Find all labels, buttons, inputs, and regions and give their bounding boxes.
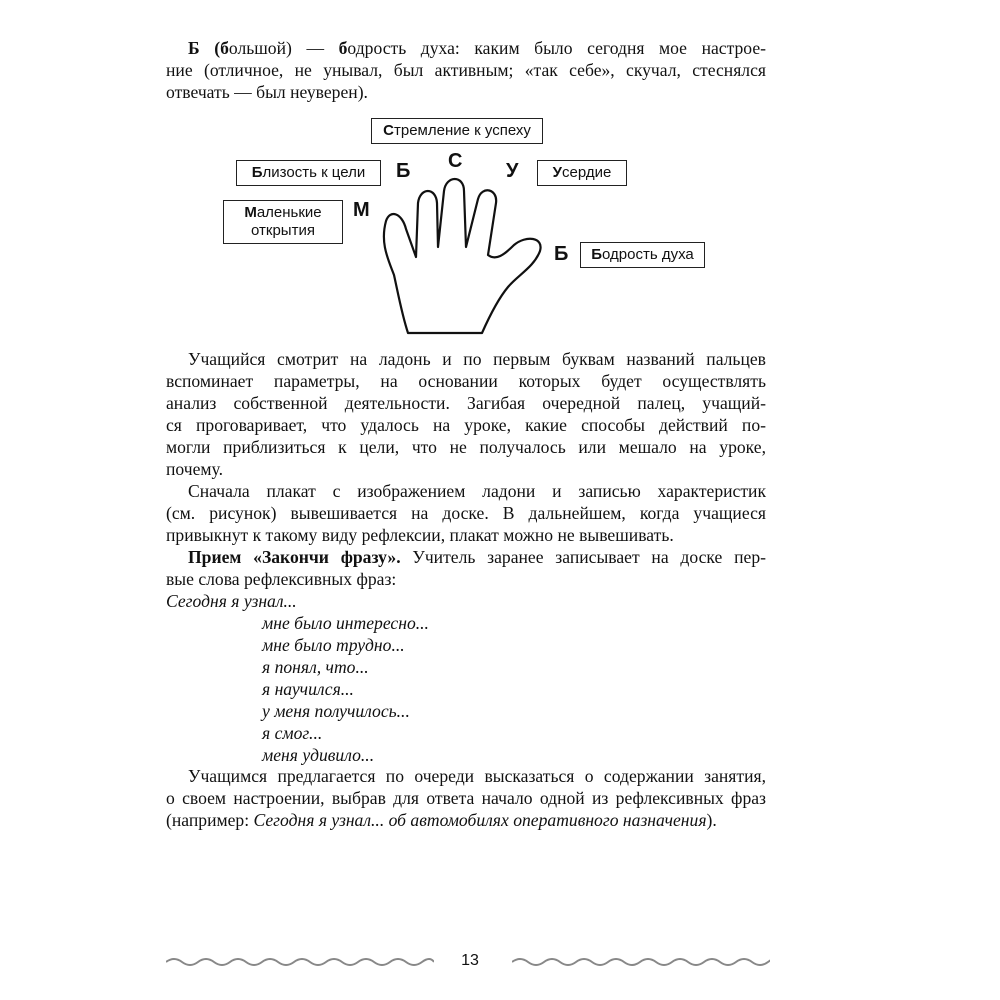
letter-thumb: Б [554, 243, 569, 265]
list-item: я научился... [262, 679, 354, 699]
intro-bold-label: Б (б [188, 38, 229, 58]
intro-line-3: отвечать — был неуверен). [166, 82, 368, 102]
footer-wave-left-icon [166, 955, 434, 969]
phrase-first: Сегодня я узнал... [166, 591, 297, 611]
method-title: Прием «Закончи фразу». [188, 547, 401, 567]
letter-ring: У [506, 160, 519, 182]
intro-paragraph: Б (большой) — бодрость духа: каким было сегодня мое настрое- ние (отличное, не унывал, был активным; «так себе», скучал, стеснялся отвечать — был неуверен). [166, 38, 766, 102]
paragraph-1: Учащийся смотрит на ладонь и по первым буквам названий пальцев вспоминает параметры, на основании которых будет осуществлять анализ собственной деятельности. Загибая очередной палец, учащий- ся проговаривает, что удалось на уроке, какие способы действий по- могли приблизиться к цели, что не получалось или мешало на уроке, почему. [166, 349, 766, 479]
box-stremlenie: Стремление к успеху [371, 118, 543, 144]
list-item: меня удивило... [262, 745, 375, 765]
list-item: я смог... [262, 723, 323, 743]
paragraph-2: Сначала плакат с изображением ладони и записью характеристик (см. рисунок) вывешивается на доске. В дальнейшем, когда учащиеся привыкнут к такому виду рефлексии, плакат можно не вывешивать. [166, 481, 766, 545]
list-item: я понял, что... [262, 657, 369, 677]
list-item: мне было трудно... [262, 635, 405, 655]
box-blizost: Близость к цели [236, 160, 381, 186]
paragraph-4: Учащимся предлагается по очереди высказаться о содержании занятия, о своем настроении, выбрав для ответа начало одной из рефлексивных фраз (например: Сегодня я узнал... об автомобилях оперативного назначения). [166, 766, 766, 830]
page-number: 13 [461, 952, 479, 969]
letter-index: Б [396, 160, 411, 182]
list-item: у меня получилось... [262, 701, 410, 721]
hand-outline-icon [380, 175, 550, 340]
list-item: мне было интересно... [262, 613, 429, 633]
letter-little: М [353, 199, 370, 221]
footer-wave-right-icon [512, 955, 770, 969]
paragraph-3: Прием «Закончи фразу». Учитель заранее записывает на доске пер- вые слова рефлексивных фраз: [166, 547, 766, 589]
box-userdie: Усердие [537, 160, 627, 186]
intro-line-2: ние (отличное, не унывал, был активным; «так себе», скучал, стеснялся [166, 60, 766, 80]
box-malenkie: Маленькие открытия [223, 200, 343, 244]
box-bodrost: Бодрость духа [580, 242, 705, 268]
letter-middle: С [448, 150, 463, 172]
reflexive-phrases-list [166, 590, 429, 766]
